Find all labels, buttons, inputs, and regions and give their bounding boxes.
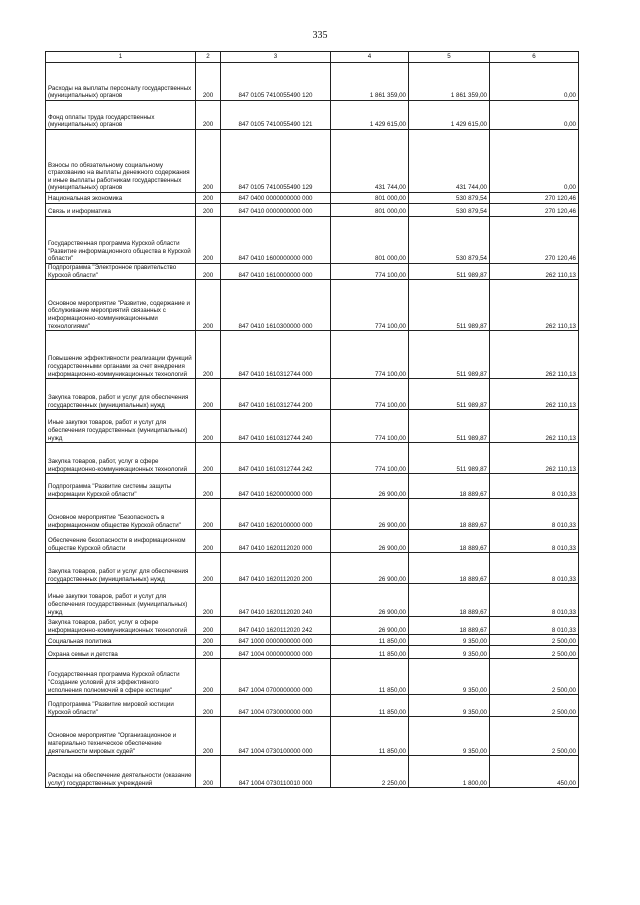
table-row <box>46 443 579 474</box>
row-name-cell: Государственная программа Курской области "Развитие информационного общества в Курской области" <box>46 217 196 264</box>
row-value-6-cell: 262 110,13 <box>490 331 579 379</box>
row-code-cell: 200 <box>196 280 221 331</box>
row-code-cell: 200 <box>196 217 221 264</box>
row-name-cell: Иные закупки товаров, работ и услуг для обеспечения государственных (муниципальных) нужд <box>46 584 196 617</box>
row-code-cell: 200 <box>196 474 221 499</box>
column-header: 1 <box>46 52 196 63</box>
row-kbk-cell: 847 0410 1610312744 200 <box>221 379 331 410</box>
row-value-5-cell: 511 989,87 <box>409 280 490 331</box>
page-number: 335 <box>312 30 328 41</box>
row-code-cell: 200 <box>196 379 221 410</box>
row-kbk-cell: 847 0400 0000000000 000 <box>221 193 331 204</box>
row-kbk-cell: 847 1004 0730110010 000 <box>221 756 331 788</box>
row-value-5-cell: 18 889,67 <box>409 553 490 584</box>
row-kbk-cell: 847 0105 7410055490 121 <box>221 101 331 130</box>
row-name-cell: Закупка товаров, работ, услуг в сфере информационно-коммуникационных технологий <box>46 617 196 635</box>
row-code-cell: 200 <box>196 264 221 280</box>
row-value-4-cell: 801 000,00 <box>331 193 409 204</box>
row-value-6-cell: 2 500,00 <box>490 635 579 646</box>
row-name-cell: Подпрограмма "Развитие мировой юстиции Курской области" <box>46 695 196 717</box>
row-value-4-cell: 26 900,00 <box>331 499 409 530</box>
table-row <box>46 756 579 788</box>
table-row <box>46 617 579 635</box>
column-header: 6 <box>490 52 579 63</box>
row-value-6-cell: 270 120,46 <box>490 204 579 217</box>
row-code-cell: 200 <box>196 553 221 584</box>
table-row <box>46 217 579 264</box>
row-value-5-cell: 511 989,87 <box>409 410 490 443</box>
row-value-6-cell: 262 110,13 <box>490 443 579 474</box>
row-kbk-cell: 847 1004 0730100000 000 <box>221 717 331 756</box>
row-kbk-cell: 847 0105 7410055490 120 <box>221 63 331 101</box>
row-value-4-cell: 1 861 359,00 <box>331 63 409 101</box>
row-value-5-cell: 1 800,00 <box>409 756 490 788</box>
row-value-4-cell: 774 100,00 <box>331 443 409 474</box>
row-value-4-cell: 1 429 615,00 <box>331 101 409 130</box>
row-name-cell: Государственная программа Курской области "Создание условий для эффективного исполнения полномочий в сфере юстиции" <box>46 659 196 695</box>
row-value-6-cell: 270 120,46 <box>490 193 579 204</box>
table-row <box>46 635 579 646</box>
row-code-cell: 200 <box>196 63 221 101</box>
row-name-cell: Расходы на обеспечение деятельности (оказание услуг) государственных учреждений <box>46 756 196 788</box>
row-kbk-cell: 847 1004 0730000000 000 <box>221 695 331 717</box>
row-name-cell: Закупка товаров, работ, услуг в сфере информационно-коммуникационных технологий <box>46 443 196 474</box>
row-value-4-cell: 774 100,00 <box>331 280 409 331</box>
row-kbk-cell: 847 0410 1610312744 000 <box>221 331 331 379</box>
row-value-6-cell: 2 500,00 <box>490 659 579 695</box>
row-name-cell: Расходы на выплаты персоналу государственных (муниципальных) органов <box>46 63 196 101</box>
table-header-row <box>46 52 579 63</box>
row-code-cell: 200 <box>196 717 221 756</box>
row-value-5-cell: 18 889,67 <box>409 499 490 530</box>
row-value-6-cell: 0,00 <box>490 63 579 101</box>
row-value-6-cell: 262 110,13 <box>490 264 579 280</box>
row-value-5-cell: 9 350,00 <box>409 635 490 646</box>
row-value-4-cell: 26 900,00 <box>331 553 409 584</box>
row-value-6-cell: 8 010,33 <box>490 499 579 530</box>
row-kbk-cell: 847 0410 1610300000 000 <box>221 280 331 331</box>
row-value-6-cell: 262 110,13 <box>490 410 579 443</box>
row-name-cell: Повышение эффективности реализации функций государственными органами за счет внедрения информационно-коммуникационных технологий <box>46 331 196 379</box>
row-code-cell: 200 <box>196 204 221 217</box>
row-value-5-cell: 18 889,67 <box>409 617 490 635</box>
row-value-5-cell: 530 879,54 <box>409 193 490 204</box>
row-kbk-cell: 847 1004 0000000000 000 <box>221 646 331 659</box>
row-kbk-cell: 847 0410 1610312744 240 <box>221 410 331 443</box>
row-value-4-cell: 26 900,00 <box>331 584 409 617</box>
row-value-6-cell: 262 110,13 <box>490 280 579 331</box>
table-row <box>46 659 579 695</box>
row-value-4-cell: 801 000,00 <box>331 217 409 264</box>
table-row <box>46 63 579 101</box>
table-row <box>46 101 579 130</box>
row-kbk-cell: 847 0410 1620112020 000 <box>221 530 331 553</box>
row-value-5-cell: 530 879,54 <box>409 204 490 217</box>
row-value-4-cell: 774 100,00 <box>331 410 409 443</box>
row-value-4-cell: 11 850,00 <box>331 659 409 695</box>
row-kbk-cell: 847 0410 0000000000 000 <box>221 204 331 217</box>
row-value-6-cell: 270 120,46 <box>490 217 579 264</box>
row-kbk-cell: 847 0105 7410055490 129 <box>221 130 331 193</box>
row-value-4-cell: 2 250,00 <box>331 756 409 788</box>
row-value-5-cell: 511 989,87 <box>409 443 490 474</box>
row-name-cell: Национальная экономика <box>46 193 196 204</box>
row-name-cell: Охрана семьи и детства <box>46 646 196 659</box>
table-row <box>46 331 579 379</box>
row-name-cell: Связь и информатика <box>46 204 196 217</box>
table-row <box>46 695 579 717</box>
row-value-6-cell: 2 500,00 <box>490 646 579 659</box>
row-name-cell: Иные закупки товаров, работ и услуг для обеспечения государственных (муниципальных) нужд <box>46 410 196 443</box>
row-code-cell: 200 <box>196 499 221 530</box>
row-value-5-cell: 18 889,67 <box>409 584 490 617</box>
row-value-6-cell: 262 110,13 <box>490 379 579 410</box>
row-value-6-cell: 0,00 <box>490 130 579 193</box>
row-value-4-cell: 774 100,00 <box>331 264 409 280</box>
row-code-cell: 200 <box>196 635 221 646</box>
row-value-5-cell: 9 350,00 <box>409 659 490 695</box>
row-code-cell: 200 <box>196 584 221 617</box>
table-row <box>46 264 579 280</box>
row-name-cell: Закупка товаров, работ и услуг для обеспечения государственных (муниципальных) нужд <box>46 379 196 410</box>
row-value-6-cell: 450,00 <box>490 756 579 788</box>
row-value-5-cell: 9 350,00 <box>409 717 490 756</box>
row-value-6-cell: 2 500,00 <box>490 695 579 717</box>
table-row <box>46 530 579 553</box>
table-row <box>46 499 579 530</box>
row-value-6-cell: 2 500,00 <box>490 717 579 756</box>
row-value-6-cell: 8 010,33 <box>490 584 579 617</box>
row-code-cell: 200 <box>196 646 221 659</box>
table-row <box>46 646 579 659</box>
row-code-cell: 200 <box>196 659 221 695</box>
row-value-5-cell: 511 989,87 <box>409 264 490 280</box>
row-kbk-cell: 847 1000 0000000000 000 <box>221 635 331 646</box>
table-row <box>46 410 579 443</box>
row-value-5-cell: 511 989,87 <box>409 331 490 379</box>
row-code-cell: 200 <box>196 617 221 635</box>
row-value-4-cell: 11 850,00 <box>331 717 409 756</box>
row-kbk-cell: 847 0410 1620100000 000 <box>221 499 331 530</box>
row-value-5-cell: 1 861 359,00 <box>409 63 490 101</box>
column-header: 4 <box>331 52 409 63</box>
row-value-4-cell: 801 000,00 <box>331 204 409 217</box>
table-row <box>46 204 579 217</box>
row-kbk-cell: 847 0410 1620112020 242 <box>221 617 331 635</box>
row-value-6-cell: 8 010,33 <box>490 530 579 553</box>
row-kbk-cell: 847 0410 1600000000 000 <box>221 217 331 264</box>
row-value-5-cell: 18 889,67 <box>409 474 490 499</box>
table-row <box>46 474 579 499</box>
budget-table <box>45 51 579 788</box>
row-name-cell: Взносы по обязательному социальному страхованию на выплаты денежного содержания и иные выплаты работникам государственных (муниципальных) органов <box>46 130 196 193</box>
row-name-cell: Основное мероприятие "Развитие, содержание и обслуживание мероприятий связанных с информационно-коммуникационными технологиями" <box>46 280 196 331</box>
row-name-cell: Обеспечение безопасности в информационном обществе Курской области <box>46 530 196 553</box>
row-value-5-cell: 9 350,00 <box>409 646 490 659</box>
row-code-cell: 200 <box>196 331 221 379</box>
row-name-cell: Основное мероприятие "Организационное и материально техническое обеспечение деятельности мировых судей" <box>46 717 196 756</box>
row-value-4-cell: 26 900,00 <box>331 617 409 635</box>
column-header: 2 <box>196 52 221 63</box>
column-header: 3 <box>221 52 331 63</box>
row-value-5-cell: 511 989,87 <box>409 379 490 410</box>
row-code-cell: 200 <box>196 695 221 717</box>
row-value-4-cell: 774 100,00 <box>331 379 409 410</box>
row-value-4-cell: 11 850,00 <box>331 646 409 659</box>
row-value-4-cell: 26 900,00 <box>331 474 409 499</box>
row-code-cell: 200 <box>196 530 221 553</box>
table-row <box>46 584 579 617</box>
row-name-cell: Основное мероприятие "Безопасность в информационном обществе Курской области" <box>46 499 196 530</box>
row-value-5-cell: 18 889,67 <box>409 530 490 553</box>
row-kbk-cell: 847 0410 1620000000 000 <box>221 474 331 499</box>
row-code-cell: 200 <box>196 193 221 204</box>
row-code-cell: 200 <box>196 130 221 193</box>
row-name-cell: Фонд оплаты труда государственных (муниципальных) органов <box>46 101 196 130</box>
row-value-4-cell: 774 100,00 <box>331 331 409 379</box>
row-value-5-cell: 530 879,54 <box>409 217 490 264</box>
row-kbk-cell: 847 0410 1620112020 200 <box>221 553 331 584</box>
row-value-5-cell: 431 744,00 <box>409 130 490 193</box>
row-kbk-cell: 847 0410 1610312744 242 <box>221 443 331 474</box>
row-value-6-cell: 8 010,33 <box>490 617 579 635</box>
row-name-cell: Социальная политика <box>46 635 196 646</box>
column-header: 5 <box>409 52 490 63</box>
row-value-6-cell: 8 010,33 <box>490 474 579 499</box>
row-name-cell: Закупка товаров, работ и услуг для обеспечения государственных (муниципальных) нужд <box>46 553 196 584</box>
row-value-4-cell: 11 850,00 <box>331 695 409 717</box>
table-row <box>46 130 579 193</box>
table-row <box>46 379 579 410</box>
row-code-cell: 200 <box>196 410 221 443</box>
table-row <box>46 553 579 584</box>
row-code-cell: 200 <box>196 756 221 788</box>
row-value-6-cell: 8 010,33 <box>490 553 579 584</box>
table-row <box>46 280 579 331</box>
row-name-cell: Подпрограмма "Электронное правительство Курской области" <box>46 264 196 280</box>
table-row <box>46 193 579 204</box>
row-kbk-cell: 847 1004 0700000000 000 <box>221 659 331 695</box>
row-value-6-cell: 0,00 <box>490 101 579 130</box>
row-value-5-cell: 9 350,00 <box>409 695 490 717</box>
table-body <box>46 63 579 788</box>
row-value-4-cell: 26 900,00 <box>331 530 409 553</box>
row-kbk-cell: 847 0410 1620112020 240 <box>221 584 331 617</box>
row-code-cell: 200 <box>196 101 221 130</box>
table-row <box>46 717 579 756</box>
row-value-4-cell: 11 850,00 <box>331 635 409 646</box>
row-value-4-cell: 431 744,00 <box>331 130 409 193</box>
row-name-cell: Подпрограмма "Развитие системы защиты информации Курской области" <box>46 474 196 499</box>
row-code-cell: 200 <box>196 443 221 474</box>
row-kbk-cell: 847 0410 1610000000 000 <box>221 264 331 280</box>
row-value-5-cell: 1 429 615,00 <box>409 101 490 130</box>
